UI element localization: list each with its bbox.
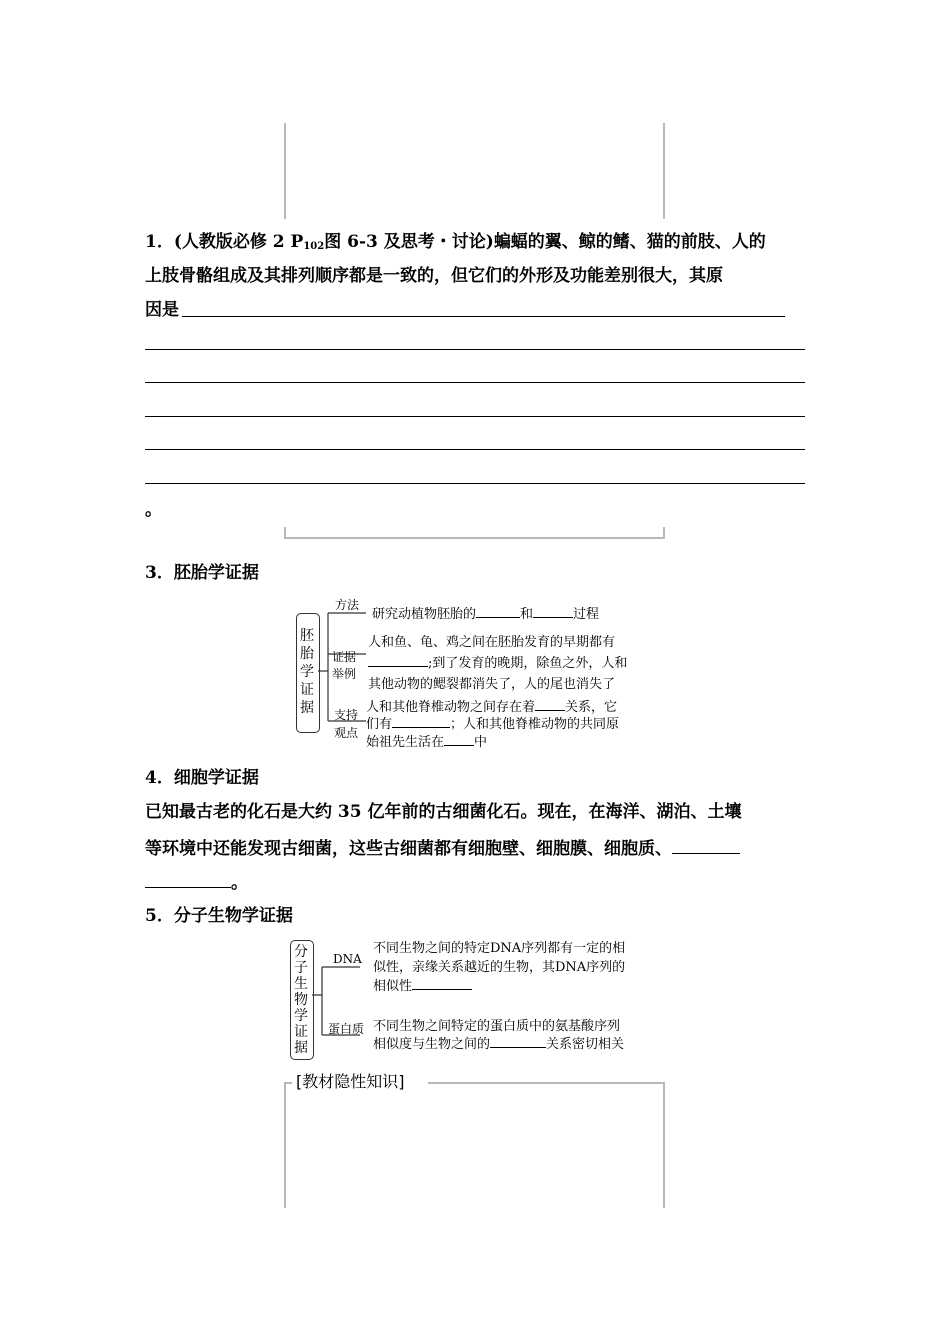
support-label-2: 观点 — [334, 726, 359, 740]
blank-support-2[interactable] — [392, 714, 450, 728]
hidden-knowledge-title: [教材隐性知识] — [296, 1072, 405, 1091]
hidden-frame-top — [428, 1082, 665, 1084]
section-4-line1: 已知最古老的化石是大约 35 亿年前的古细菌化石。现在，在海洋、湖泊、土壤 — [145, 802, 742, 822]
blank-dna[interactable] — [412, 976, 472, 990]
protein-line-1: 不同生物之间特定的蛋白质中的氨基酸序列 — [373, 1019, 621, 1034]
frame-bottom-edge — [284, 537, 665, 539]
bracket-left: [ — [296, 1072, 303, 1091]
method-text: 研究动植物胚胎的 和 过程 — [372, 604, 599, 625]
frame-left-top — [284, 123, 286, 219]
question-1-line3: 因是 — [145, 300, 179, 320]
answer-line-4[interactable] — [145, 416, 805, 417]
question-1-line2: 上肢骨骼组成及其排列顺序都是一致的，但它们的外形及功能差别很大，其原 — [145, 266, 723, 286]
answer-line-5[interactable] — [145, 449, 805, 450]
hidden-frame-right — [663, 1082, 665, 1208]
support-line-1: 人和其他脊椎动物之间存在着 关系，它 — [366, 697, 617, 718]
question-1-line1: 1．(人教版必修 2 $P_{102}$图 6-3 及思考・讨论)蝙蝠的翼、鲸的鳍、猫的前肢、人的 — [145, 232, 766, 252]
section-4-title: 4．细胞学证据 — [145, 768, 259, 788]
molecular-brace — [312, 955, 372, 1065]
evidence-line-3: 其他动物的鳃裂都消失了，人的尾也消失了 — [368, 677, 616, 692]
support-label-1: 支持 — [334, 708, 359, 722]
blank-cell-1[interactable] — [672, 838, 740, 854]
evidence-label-1: 证据 — [332, 650, 357, 664]
evidence-line-1: 人和鱼、龟、鸡之间在胚胎发育的早期都有 — [368, 635, 616, 650]
embryology-box-label: 胚胎学证据 — [300, 628, 314, 716]
hidden-frame-left — [284, 1082, 286, 1208]
answer-line-2[interactable] — [145, 349, 805, 350]
section-3-title: 3．胚胎学证据 — [145, 563, 259, 583]
answer-line-6[interactable] — [145, 483, 805, 484]
section-4-line2: 等环境中还能发现古细菌，这些古细菌都有细胞壁、细胞膜、细胞质、 — [145, 838, 740, 859]
answer-line-1[interactable] — [182, 316, 785, 317]
evidence-label-2: 举例 — [332, 667, 357, 681]
blank-support-1[interactable] — [535, 697, 565, 711]
bracket-right: ] — [398, 1072, 405, 1091]
support-line-2: 们有 ；人和其他脊椎动物的共同原 — [366, 714, 619, 735]
answer-line-3[interactable] — [145, 382, 805, 383]
dna-line-1: 不同生物之间的特定DNA序列都有一定的相 — [373, 941, 626, 956]
hidden-frame-top-left — [284, 1082, 292, 1084]
question-1-end-mark: 。 — [145, 500, 162, 520]
dna-line-3: 相似性 — [373, 976, 472, 997]
protein-line-2: 相似度与生物之间的 关系密切相关 — [373, 1034, 624, 1055]
method-label: 方法 — [335, 598, 360, 612]
molecular-box-label: 分子生物学证据 — [294, 944, 308, 1056]
blank-method-1[interactable] — [476, 604, 520, 618]
dna-label: DNA — [333, 952, 362, 966]
evidence-line-2: ;到了发育的晚期，除鱼之外，人和 — [368, 653, 627, 674]
blank-cell-2[interactable] — [145, 872, 231, 888]
dna-line-2: 似性，亲缘关系越近的生物，其DNA序列的 — [373, 960, 626, 975]
section-4-line3: 。 — [145, 872, 248, 893]
support-line-3: 始祖先生活在 中 — [366, 732, 487, 753]
blank-method-2[interactable] — [533, 604, 573, 618]
question-number: 1． — [145, 232, 174, 252]
question-source: (人教版必修 2 $P_{102}$图 6-3 及思考・讨论) — [173, 232, 494, 252]
section-5-title: 5．分子生物学证据 — [145, 906, 293, 926]
blank-protein[interactable] — [490, 1034, 546, 1048]
frame-right-top — [663, 123, 665, 219]
protein-label: 蛋白质 — [328, 1022, 365, 1036]
blank-support-3[interactable] — [444, 732, 474, 746]
blank-evidence[interactable] — [368, 653, 428, 667]
